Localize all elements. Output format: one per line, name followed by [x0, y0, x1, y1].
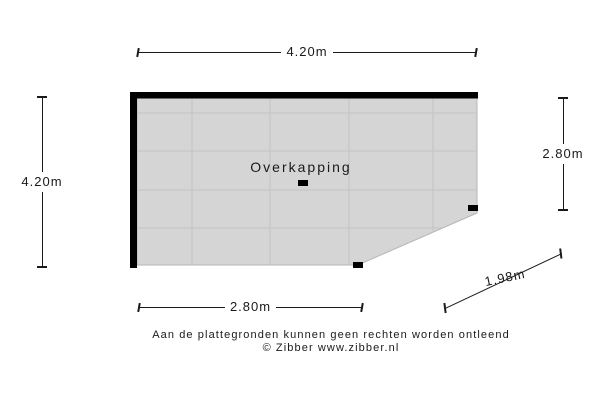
- dimension-line: [139, 52, 281, 53]
- post-marker-center: [298, 180, 308, 186]
- dimension-right: [540, 97, 586, 211]
- dimension-label-diagonal: 1.98m: [483, 265, 527, 290]
- disclaimer-line: Aan de plattegronden kunnen geen rechten worden ontleend: [152, 329, 510, 341]
- dimension-line: [140, 307, 225, 308]
- dimension-tick: [37, 266, 47, 268]
- dimension-left: [19, 96, 65, 268]
- dimension-label-left: 4.20m: [21, 174, 63, 189]
- dimension-line: [563, 99, 564, 144]
- dimension-top: [137, 44, 477, 60]
- dimension-line: [333, 52, 475, 53]
- wall-left: [130, 92, 137, 268]
- dimension-line: [563, 164, 564, 209]
- dimension-label-top: 4.20m: [286, 44, 328, 59]
- footer-disclaimer: [81, 329, 581, 354]
- dimension-line: [42, 98, 43, 172]
- wall-top: [130, 92, 478, 99]
- dimension-label-bottom: 2.80m: [229, 299, 272, 314]
- dimension-label-right: 2.80m: [542, 146, 584, 161]
- dimension-line: [42, 192, 43, 266]
- dimension-tick: [558, 209, 568, 211]
- post-marker-right: [468, 205, 478, 211]
- room-label: Overkapping: [250, 159, 352, 175]
- dimension-bottom: [138, 299, 363, 315]
- post-marker-bottom: [353, 262, 363, 268]
- dimension-line: [276, 307, 361, 308]
- copyright-line: © Zibber www.zibber.nl: [262, 341, 400, 354]
